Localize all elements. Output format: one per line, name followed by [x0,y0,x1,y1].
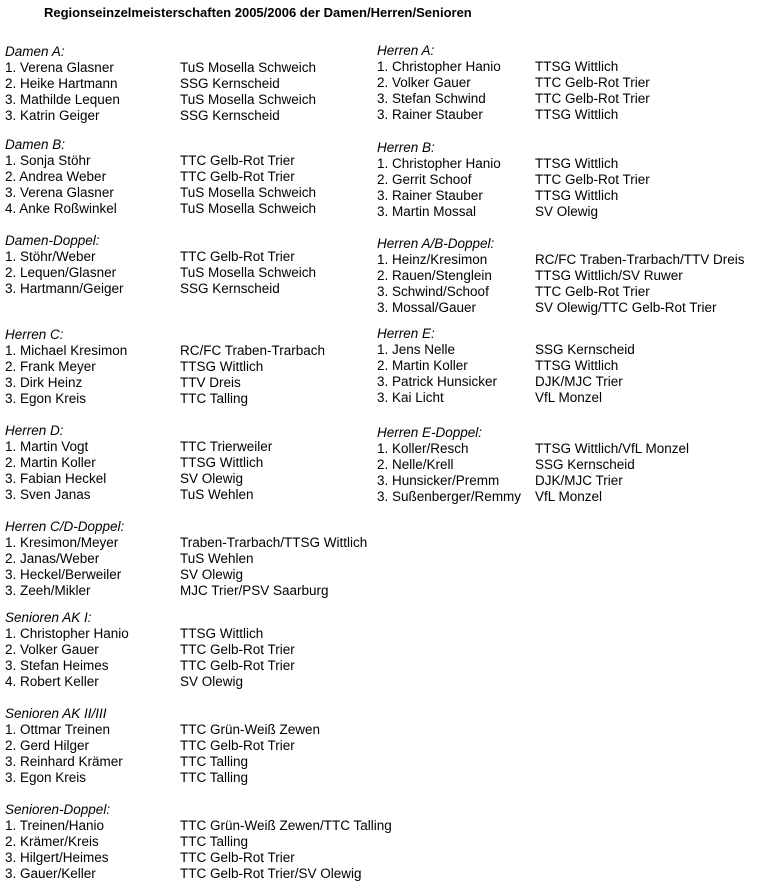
player-name: 3. Stefan Schwind [377,91,486,106]
club-name: SSG Kernscheid [535,342,635,357]
club-name: TTC Gelb-Rot Trier [180,658,295,673]
club-name: TTSG Wittlich/SV Ruwer [535,268,683,283]
section-left-4 [5,423,273,503]
result-row [377,188,619,204]
club-name: TTSG Wittlich [180,455,264,470]
result-row [5,770,249,786]
section-left-7 [5,706,321,786]
player-name: 1. Koller/Resch [377,441,469,456]
result-row [377,457,635,473]
player-name: 3. Dirk Heinz [5,375,83,390]
result-row [5,359,264,375]
result-row [5,375,241,391]
club-name: TTC Gelb-Rot Trier/SV Olewig [180,866,362,881]
club-name: TuS Mosella Schweich [180,201,317,216]
result-row [5,391,249,407]
player-name: 3. Egon Kreis [5,391,87,406]
club-name: RC/FC Traben-Trarbach [180,343,326,358]
player-name: 2. Volker Gauer [377,75,471,90]
result-row [377,59,619,75]
result-row [377,156,619,172]
club-name: DJK/MJC Trier [535,473,623,488]
club-name: TTC Talling [180,754,249,769]
club-name: SV Olewig [180,567,244,582]
result-row [5,850,295,866]
player-name: 4. Robert Keller [5,674,99,689]
club-name: TTSG Wittlich/VfL Monzel [535,441,690,456]
club-name: TTC Gelb-Rot Trier [535,75,650,90]
club-name: TTV Dreis [180,375,241,390]
result-row [5,249,295,265]
player-name: 1. Michael Kresimon [5,343,128,358]
player-name: 2. Frank Meyer [5,359,96,374]
club-name: TTC Talling [180,834,249,849]
player-name: 2. Krämer/Kreis [5,834,99,849]
player-name: 3. Sven Janas [5,487,91,502]
club-name: TTSG Wittlich [535,156,619,171]
player-name: 2. Rauen/Stenglein [377,268,492,283]
club-name: TTSG Wittlich [535,107,619,122]
result-row [5,487,254,503]
club-name: TuS Wehlen [180,551,254,566]
result-row [5,626,264,642]
result-row [5,439,273,455]
player-name: 4. Anke Roßwinkel [5,201,117,216]
section-left-0 [5,44,317,124]
result-row [5,818,392,834]
player-name: 3. Katrin Geiger [5,108,100,123]
player-name: 1. Martin Vogt [5,439,89,454]
player-name: 3. Hunsicker/Premm [377,473,500,488]
result-row [377,75,650,91]
club-name: VfL Monzel [535,489,603,504]
player-name: 3. Rainer Stauber [377,107,483,122]
result-row [5,185,317,201]
result-row [5,866,362,882]
section-heading: Herren C/D-Doppel: [5,519,125,534]
player-name: 2. Martin Koller [377,358,468,373]
section-right-2 [377,236,745,316]
club-name: SSG Kernscheid [180,281,280,296]
result-row [377,204,599,220]
result-row [377,358,619,374]
club-name: TuS Mosella Schweich [180,185,317,200]
club-name: TTC Gelb-Rot Trier [535,284,650,299]
result-row [5,551,254,567]
section-heading: Herren E: [377,326,435,341]
result-row [5,281,280,297]
player-name: 2. Volker Gauer [5,642,99,657]
result-row [5,108,280,124]
section-heading: Herren A: [377,43,435,58]
player-name: 3. Rainer Stauber [377,188,483,203]
player-name: 3. Gauer/Keller [5,866,96,881]
player-name: 2. Gerrit Schoof [377,172,472,187]
player-name: 3. Mathilde Lequen [5,92,120,107]
club-name: TTC Gelb-Rot Trier [535,91,650,106]
club-name: TTC Gelb-Rot Trier [180,850,295,865]
player-name: 3. Fabian Heckel [5,471,107,486]
player-name: 1. Heinz/Kresimon [377,252,488,267]
section-heading: Damen B: [5,137,66,152]
section-left-8 [5,802,392,882]
result-row [5,153,295,169]
section-heading: Herren C: [5,327,64,342]
player-name: 3. Patrick Hunsicker [377,374,498,389]
section-heading: Herren A/B-Doppel: [377,236,495,251]
player-name: 3. Stefan Heimes [5,658,109,673]
club-name: TTSG Wittlich [535,188,619,203]
club-name: TTC Trierweiler [180,439,273,454]
section-right-3 [377,326,635,406]
club-name: SSG Kernscheid [180,76,280,91]
club-name: SSG Kernscheid [535,457,635,472]
club-name: TuS Mosella Schweich [180,92,317,107]
club-name: TTSG Wittlich [180,626,264,641]
club-name: SV Olewig [180,471,244,486]
player-name: 3. Mossal/Gauer [377,300,477,315]
result-row [5,722,321,738]
player-name: 2. Janas/Weber [5,551,100,566]
result-row [5,658,295,674]
result-row [5,201,317,217]
club-name: TTC Talling [180,391,249,406]
result-row [5,471,244,487]
club-name: MJC Trier/PSV Saarburg [180,583,329,598]
player-name: 1. Christopher Hanio [377,59,501,74]
player-name: 3. Verena Glasner [5,185,114,200]
section-heading: Herren D: [5,423,64,438]
club-name: TTC Grün-Weiß Zewen/TTC Talling [180,818,392,833]
section-heading: Damen-Doppel: [5,233,100,248]
player-name: 1. Jens Nelle [377,342,456,357]
player-name: 1. Treinen/Hanio [5,818,105,833]
club-name: TTC Gelb-Rot Trier [180,169,295,184]
section-left-2 [5,233,317,297]
result-row [5,567,244,583]
result-row [377,342,635,358]
result-row [5,169,295,185]
player-name: 3. Egon Kreis [5,770,87,785]
section-heading: Herren B: [377,140,435,155]
result-row [5,343,326,359]
club-name: TTSG Wittlich [535,358,619,373]
club-name: TTC Gelb-Rot Trier [180,249,295,264]
player-name: 1. Kresimon/Meyer [5,535,119,550]
section-right-4 [377,425,690,505]
section-right-0 [377,43,650,123]
result-row [5,754,249,770]
result-row [377,441,690,457]
player-name: 1. Christopher Hanio [377,156,501,171]
result-row [377,374,623,390]
section-heading: Damen A: [5,44,65,59]
club-name: SV Olewig [535,204,599,219]
club-name: TTC Gelb-Rot Trier [180,153,295,168]
result-row [5,455,264,471]
club-name: SV Olewig [180,674,244,689]
club-name: TuS Mosella Schweich [180,265,317,280]
section-heading: Senioren-Doppel: [5,802,111,817]
club-name: TTC Gelb-Rot Trier [180,642,295,657]
section-left-6 [5,610,295,690]
player-name: 2. Heike Hartmann [5,76,118,91]
result-row [377,172,650,188]
club-name: TTC Gelb-Rot Trier [535,172,650,187]
club-name: TuS Mosella Schweich [180,60,317,75]
result-row [377,489,603,505]
section-heading: Senioren AK II/III [5,706,107,721]
result-row [377,252,745,268]
player-name: 3. Hartmann/Geiger [5,281,124,296]
result-row [5,583,329,599]
result-row [5,535,368,551]
result-row [377,107,619,123]
result-row [377,284,650,300]
player-name: 2. Martin Koller [5,455,96,470]
section-heading: Senioren AK I: [5,610,92,625]
player-name: 3. Martin Mossal [377,204,477,219]
section-left-1 [5,137,317,217]
club-name: TTC Grün-Weiß Zewen [180,722,321,737]
club-name: TTSG Wittlich [535,59,619,74]
player-name: 3. Schwind/Schoof [377,284,489,299]
result-row [377,91,650,107]
player-name: 3. Heckel/Berweiler [5,567,122,582]
player-name: 1. Christopher Hanio [5,626,129,641]
result-row [5,265,317,281]
result-row [5,92,317,108]
club-name: SSG Kernscheid [180,108,280,123]
section-left-3 [5,327,326,407]
player-name: 2. Lequen/Glasner [5,265,117,280]
club-name: RC/FC Traben-Trarbach/TTV Dreis [535,252,745,267]
club-name: DJK/MJC Trier [535,374,623,389]
result-row [5,834,249,850]
player-name: 2. Andrea Weber [5,169,107,184]
player-name: 3. Reinhard Krämer [5,754,123,769]
club-name: TuS Wehlen [180,487,254,502]
document-title: Regionseinzelmeisterschaften 2005/2006 der Damen/Herren/Senioren [44,5,472,20]
player-name: 1. Sonja Stöhr [5,153,91,168]
section-left-5 [5,519,368,599]
player-name: 1. Ottmar Treinen [5,722,111,737]
result-row [377,473,623,489]
player-name: 1. Verena Glasner [5,60,114,75]
player-name: 3. Sußenberger/Remmy [377,489,522,504]
club-name: VfL Monzel [535,390,603,405]
player-name: 3. Kai Licht [377,390,444,405]
club-name: TTC Talling [180,770,249,785]
player-name: 2. Nelle/Krell [377,457,454,472]
result-row [5,76,280,92]
result-row [5,60,317,76]
player-name: 2. Gerd Hilger [5,738,90,753]
result-row [5,674,244,690]
section-right-1 [377,140,650,220]
player-name: 3. Hilgert/Heimes [5,850,109,865]
result-row [5,738,295,754]
result-row [377,390,603,406]
club-name: TTC Gelb-Rot Trier [180,738,295,753]
club-name: Traben-Trarbach/TTSG Wittlich [180,535,368,550]
result-row [377,300,717,316]
player-name: 3. Zeeh/Mikler [5,583,91,598]
club-name: SV Olewig/TTC Gelb-Rot Trier [535,300,717,315]
result-row [377,268,683,284]
club-name: TTSG Wittlich [180,359,264,374]
player-name: 1. Stöhr/Weber [5,249,96,264]
section-heading: Herren E-Doppel: [377,425,483,440]
result-row [5,642,295,658]
